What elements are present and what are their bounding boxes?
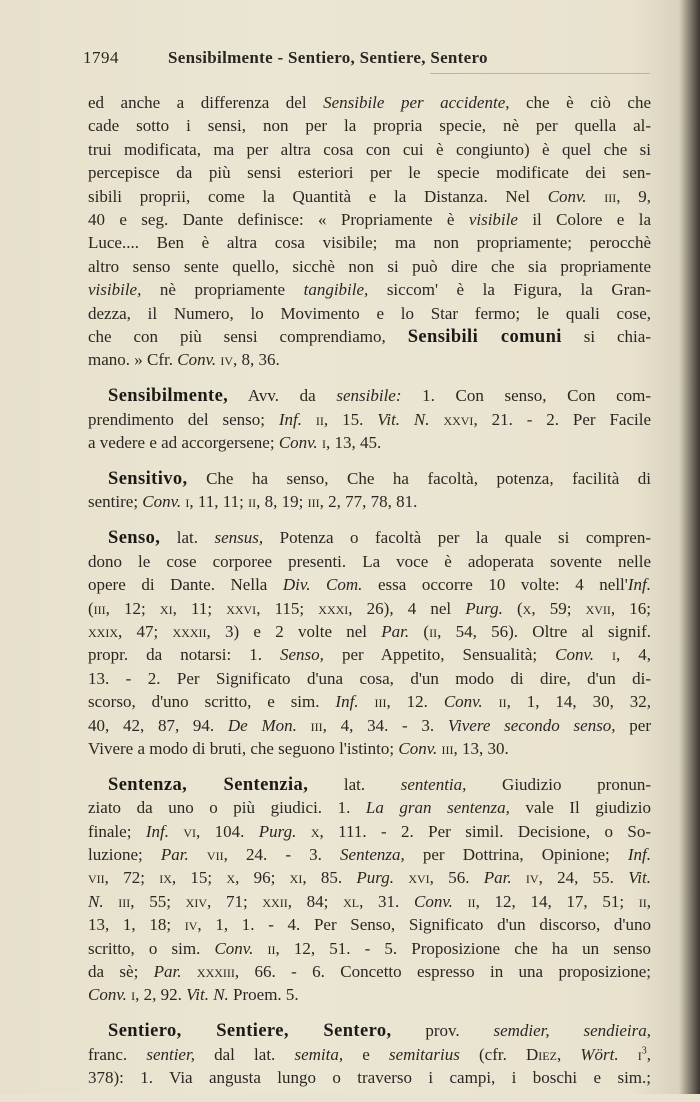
dictionary-entry	[88, 1019, 651, 1089]
text-line: luzione; Par. vii, 24. - 3. Sentenza, per Dottrina, Opinione; Inf.	[88, 845, 652, 865]
italic-text: visibile	[468, 209, 518, 229]
roman-numeral: xxvi	[226, 598, 257, 618]
italic-text: Purg.	[258, 821, 297, 841]
roman-numeral: xi	[289, 868, 303, 888]
text-line: 40, 42, 87, 94. De Mon. iii, 4, 34. - 3. Vivere secondo senso, per	[88, 715, 651, 735]
italic-text: Conv.	[88, 985, 127, 1005]
roman-numeral: xxii	[262, 891, 288, 911]
italic-text: Par.	[381, 621, 410, 641]
italic-text: Vit.	[628, 868, 652, 888]
text-line: Sensibilmente, Avv. da sensibile: 1. Con senso, Con com-	[108, 386, 651, 407]
italic-text: Conv.	[547, 186, 587, 206]
text-line: ziato da uno o più giudici. 1. La gran sentenza, vale Il giudizio	[88, 798, 651, 818]
roman-numeral: ix	[159, 868, 172, 888]
roman-numeral: iv	[220, 350, 234, 370]
italic-text: Vit. N.	[186, 985, 229, 1005]
italic-text: Sensibile per accidente,	[323, 93, 510, 112]
roman-numeral: vi	[183, 821, 197, 841]
roman-numeral: xvii	[585, 598, 611, 618]
italic-text: Div. Com.	[282, 575, 363, 595]
italic-text: sensibile:	[336, 386, 402, 406]
text-line: finale; Inf. vi, 104. Purg. x, 111. - 2. Per simil. Decisione, o So-	[88, 821, 651, 841]
roman-numeral: i	[131, 985, 136, 1005]
page-number: 1794	[83, 48, 119, 67]
roman-numeral: iii	[93, 598, 106, 618]
header-rule	[430, 73, 650, 74]
italic-text: Conv.	[413, 891, 453, 911]
text-line: 13, 1, 18; iv, 1, 1. - 4. Per Senso, Significato d'un discorso, d'uno	[88, 915, 651, 935]
text-line: opere di Dante. Nella Div. Com. essa occorre 10 volte: 4 nell'Inf.	[88, 575, 651, 595]
roman-numeral: iii	[310, 715, 323, 735]
text-line: xxix, 47; xxxii, 3) e 2 volte nel Par. (ii, 54, 56). Oltre al signif.	[88, 621, 651, 641]
roman-numeral: ii	[248, 492, 257, 512]
text-line: mano. » Cfr. Conv. iv, 8, 36.	[88, 350, 280, 370]
text-line: Sensitivo, Che ha senso, Che ha facoltà, potenza, facilità di	[108, 469, 651, 490]
italic-text: Wört.	[580, 1044, 619, 1064]
text-line: sentire; Conv. i, 11, 11; ii, 8, 19; iii, 2, 77, 78, 81.	[88, 492, 418, 512]
roman-numeral: vii	[206, 845, 224, 865]
text-line: propr. da notarsi: 1. Senso, per Appetito, Sensualità; Conv. i, 4,	[88, 645, 652, 665]
text-line: dezza, il Numero, lo Movimento e lo Star fermo; le quali cose,	[88, 303, 651, 323]
roman-numeral: ii	[498, 692, 507, 712]
roman-numeral: xxix	[88, 621, 118, 641]
italic-text: Inf.	[627, 845, 652, 865]
headword: Sentiero, Sentiere, Sentero,	[108, 1021, 392, 1042]
text-line: 378): 1. Via angusta lungo o traverso i campi, i boschi e sim.;	[88, 1068, 651, 1088]
text-line: Luce.... Ben è altra cosa visibile; ma non propriamente; perocchè	[88, 233, 651, 253]
page-header	[83, 48, 653, 72]
italic-text: Conv.	[177, 350, 217, 370]
roman-numeral: x	[310, 821, 320, 841]
entry-continuation	[88, 91, 651, 372]
italic-text: Par.	[160, 845, 189, 865]
text-line: a vedere e ad accorgersene; Conv. i, 13, 45.	[88, 433, 382, 453]
roman-numeral: xi	[159, 598, 173, 618]
roman-numeral: iii	[307, 492, 320, 512]
italic-text: Vivere secondo senso,	[447, 715, 616, 735]
text-line: franc. sentier, dal lat. semita, e semitarius (cfr. Diez, Wört. $i^3$,	[88, 1044, 652, 1064]
italic-text: Conv.	[398, 738, 438, 758]
italic-text: semitarius	[388, 1044, 460, 1064]
roman-numeral: vii	[88, 868, 105, 888]
roman-numeral: xiv	[185, 891, 207, 911]
running-title: Sensibilmente - Sentiero, Sentiere, Sentero	[168, 48, 488, 67]
text-line: dono le cose corporee presenti. La voce è adoperata sovente nelle	[88, 551, 651, 571]
text-line: 13. - 2. Per Significato d'una cosa, d'un modo di dire, d'un di-	[88, 668, 651, 688]
italic-text: Inf.	[278, 409, 303, 429]
roman-numeral: iv	[525, 868, 539, 888]
italic-text: Par.	[483, 868, 512, 888]
italic-text: Inf.	[627, 575, 651, 595]
text-line: trui modificata, ma per altra cosa con cui è congiunto) è quel che si	[88, 139, 651, 159]
roman-numeral: iv	[184, 915, 198, 935]
italic-text: Conv.	[278, 433, 318, 453]
headword: Senso,	[108, 528, 161, 549]
roman-numeral: ii	[467, 891, 476, 911]
text-line: che con più sensi comprendiamo, Sensibili comuni si chia-	[88, 326, 651, 347]
roman-numeral: xxvi	[443, 409, 474, 429]
roman-numeral: x	[226, 868, 236, 888]
roman-numeral: i	[637, 1044, 642, 1064]
text-line: Conv. i, 2, 92. Vit. N. Proem. 5.	[88, 985, 299, 1005]
text-line: sibili proprii, come la Quantità e la Distanza. Nel Conv. iii, 9,	[88, 186, 651, 206]
text-line: vii, 72; ix, 15; x, 96; xi, 85. Purg. xvi, 56. Par. iv, 24, 55. Vit.	[88, 868, 652, 888]
italic-text: Conv.	[555, 645, 594, 665]
dictionary-entry	[88, 526, 651, 760]
italic-text: Conv.	[443, 692, 483, 712]
text-line: prendimento del senso; Inf. ii, 15. Vit. N. xxvi, 21. - 2. Per Facile	[88, 409, 652, 429]
headword: Sensibilmente,	[108, 386, 229, 407]
roman-numeral: iii	[118, 891, 131, 911]
roman-numeral: iii	[441, 738, 454, 758]
italic-text: sententia,	[400, 774, 467, 794]
italic-text: semdier, sendieira,	[493, 1021, 651, 1041]
italic-text: semita,	[294, 1044, 344, 1064]
text-line: altro senso sente quello, sicchè non si può dire che sia propriamente	[88, 256, 651, 276]
roman-numeral: iii	[604, 186, 617, 206]
italic-text: Par.	[153, 962, 182, 982]
roman-numeral: iii	[374, 692, 387, 712]
roman-numeral: xxxi	[318, 598, 349, 618]
superscript: 3	[641, 1045, 647, 1057]
roman-numeral: ii	[638, 891, 647, 911]
roman-numeral: i	[321, 433, 326, 453]
text-line: 40 e seg. Dante definisce: « Propriamente è visibile il Colore e la	[88, 209, 651, 229]
italic-text: Senso,	[280, 645, 324, 665]
dictionary-body	[88, 91, 651, 1102]
roman-numeral: xxxii	[172, 621, 207, 641]
italic-text: N.	[88, 891, 104, 911]
dictionary-entry	[88, 384, 651, 454]
roman-numeral: xvi	[408, 868, 430, 888]
roman-numeral: Diez	[526, 1044, 557, 1064]
dictionary-entry	[88, 773, 651, 1007]
text-line: Sentenza, Sentenzia, lat. sententia, Giudizio pronun-	[108, 774, 651, 795]
italic-text: sensus,	[214, 528, 264, 548]
italic-text: tangibile,	[303, 280, 369, 300]
text-line: visibile, nè propriamente tangibile, siccom' è la Figura, la Gran-	[88, 280, 651, 300]
italic-text: Inf.	[335, 692, 359, 712]
roman-numeral: ii	[429, 621, 438, 641]
italic-text: Conv.	[214, 938, 254, 958]
text-line: scritto, o sim. Conv. ii, 12, 51. - 5. Proposizione che ha un senso	[88, 938, 652, 958]
text-line: percepisce da più sensi esteriori per le specie modificate dei sen-	[88, 163, 651, 183]
dictionary-entry	[88, 467, 651, 514]
italic-text: visibile,	[88, 280, 142, 300]
italic-text: De Mon.	[227, 715, 297, 735]
roman-numeral: i	[612, 645, 617, 665]
italic-text: Inf.	[145, 821, 169, 841]
text-line: Sentiero, Sentiere, Sentero, prov. semdier, sendieira,	[108, 1021, 651, 1042]
italic-text: sentier,	[146, 1044, 195, 1064]
text-line: Senso, lat. sensus, Potenza o facoltà per la quale si compren-	[108, 528, 651, 549]
roman-numeral: i	[185, 492, 190, 512]
roman-numeral: ii	[267, 938, 276, 958]
text-line: da sè; Par. xxxiii, 66. - 6. Concetto espresso in una proposizione;	[88, 962, 651, 982]
italic-text: Purg.	[356, 868, 395, 888]
italic-text: Purg.	[465, 598, 503, 618]
italic-text: Vit. N.	[377, 409, 430, 429]
roman-numeral: xxxiii	[196, 962, 235, 982]
text-line: (iii, 12; xi, 11; xxvi, 115; xxxi, 26), 4 nel Purg. (x, 59; xvii, 16;	[88, 598, 652, 618]
text-line: N. iii, 55; xiv, 71; xxii, 84; xl, 31. Conv. ii, 12, 14, 17, 51; ii,	[88, 891, 652, 911]
text-line: Vivere a modo di bruti, che seguono l'istinto; Conv. iii, 13, 30.	[88, 738, 509, 758]
text-line: cade sotto i sensi, non per la propria specie, nè per quella al-	[88, 116, 651, 136]
text-line: scorso, d'uno scritto, e sim. Inf. iii, 12. Conv. ii, 1, 14, 30, 32,	[88, 692, 652, 712]
italic-text: Sentenza,	[340, 845, 405, 865]
italic-text: La gran sentenza,	[365, 798, 510, 818]
headword: Sensibili comuni	[407, 326, 562, 347]
headword: Sensitivo,	[108, 469, 188, 490]
headword: Sentenza, Sentenzia,	[108, 774, 309, 795]
roman-numeral: x	[522, 598, 532, 618]
italic-text: Conv.	[142, 492, 182, 512]
text-line: ed anche a differenza del Sensibile per accidente, che è ciò che	[88, 93, 651, 112]
roman-numeral: xl	[343, 891, 360, 911]
roman-numeral: ii	[315, 409, 324, 429]
